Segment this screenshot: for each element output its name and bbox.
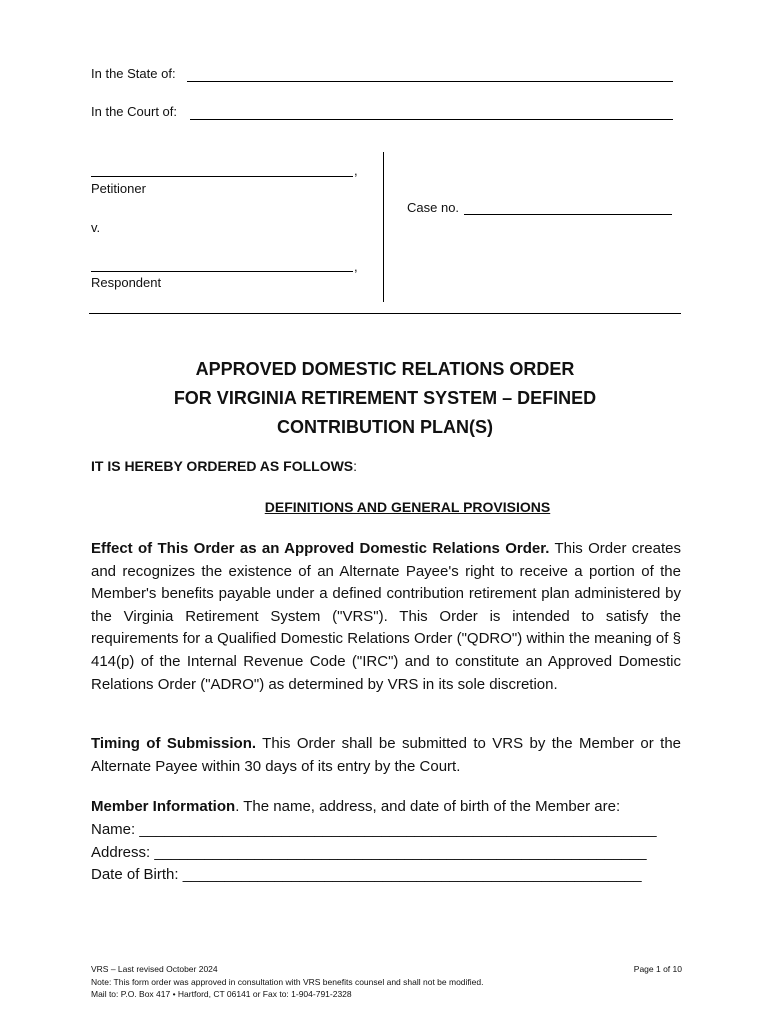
member-info-intro <box>91 796 620 819</box>
footer-mail: Mail to: P.O. Box 417 • Hartford, CT 06141 or Fax to: 1-904-791-2328 <box>91 989 352 999</box>
petitioner-label: Petitioner <box>91 181 146 196</box>
member-heading: Member Information <box>91 798 236 815</box>
document-title <box>90 355 680 442</box>
effect-paragraph <box>91 538 681 696</box>
court-field[interactable] <box>190 119 673 120</box>
timing-heading: Timing of Submission. <box>91 735 257 752</box>
ordered-statement <box>91 458 357 474</box>
member-dob-field[interactable]: _______________________________________________________ <box>182 866 642 883</box>
title-line-3: CONTRIBUTION PLAN(S) <box>277 417 493 437</box>
member-address-field[interactable]: ___________________________________________________________ <box>154 844 647 861</box>
footer-left <box>91 963 483 1001</box>
effect-heading: Effect of This Order as an Approved Domestic Relations Order. <box>91 540 550 557</box>
state-label: In the State of: <box>91 66 176 81</box>
member-dob-label: Date of Birth: <box>91 866 183 883</box>
member-name-field[interactable]: ______________________________________________________________ <box>139 821 657 838</box>
state-field[interactable] <box>187 81 673 82</box>
caption-divider <box>383 152 384 302</box>
page-number: Page 1 of 10 <box>633 964 682 974</box>
effect-text: This Order creates and recognizes the existence of an Alternate Payee's right to receive a portion of the Member's benefits payable under a defined contribution retirement plan administered by the Virginia Retirement System ("VRS"). This Order is intended to satisfy the requirements for a Qualified Domestic Relations Order ("QDRO") within the meaning of § 414(p) of the Internal Revenue Code ("IRC") and to constitute an Approved Domestic Relations Order ("ADRO") as determined by VRS in its sole discretion. <box>91 540 681 693</box>
petitioner-field[interactable] <box>91 176 353 177</box>
member-dob-row <box>91 864 642 887</box>
member-name-row <box>91 819 657 842</box>
footer-note: Note: This form order was approved in consultation with VRS benefits counsel and shall not be modified. <box>91 976 484 987</box>
caption-bottom-rule <box>89 313 681 314</box>
respondent-comma: , <box>354 259 358 274</box>
case-number-label: Case no. <box>407 200 460 215</box>
petitioner-comma: , <box>354 163 358 178</box>
ordered-bold: IT IS HEREBY ORDERED AS FOLLOWS <box>91 458 354 474</box>
court-label: In the Court of: <box>91 104 177 119</box>
timing-text: This Order shall be submitted to VRS by the Member or the Alternate Payee within 30 days of its entry by the Court. <box>91 735 682 775</box>
member-address-row <box>91 842 647 865</box>
title-line-1: APPROVED DOMESTIC RELATIONS ORDER <box>195 359 575 379</box>
timing-paragraph <box>91 733 681 778</box>
member-name-label: Name: <box>91 821 140 838</box>
footer-revised: VRS – Last revised October 2024 <box>91 964 218 974</box>
respondent-field[interactable] <box>91 271 353 272</box>
respondent-label: Respondent <box>91 275 162 290</box>
member-text: . The name, address, and date of birth of the Member are: <box>235 798 621 815</box>
versus-label: v. <box>91 220 101 235</box>
section-heading: DEFINITIONS AND GENERAL PROVISIONS <box>264 499 551 515</box>
ordered-colon: : <box>353 458 358 474</box>
case-number-field[interactable] <box>464 214 672 215</box>
member-address-label: Address: <box>91 844 155 861</box>
title-line-2: FOR VIRGINIA RETIREMENT SYSTEM – DEFINED <box>173 388 597 408</box>
